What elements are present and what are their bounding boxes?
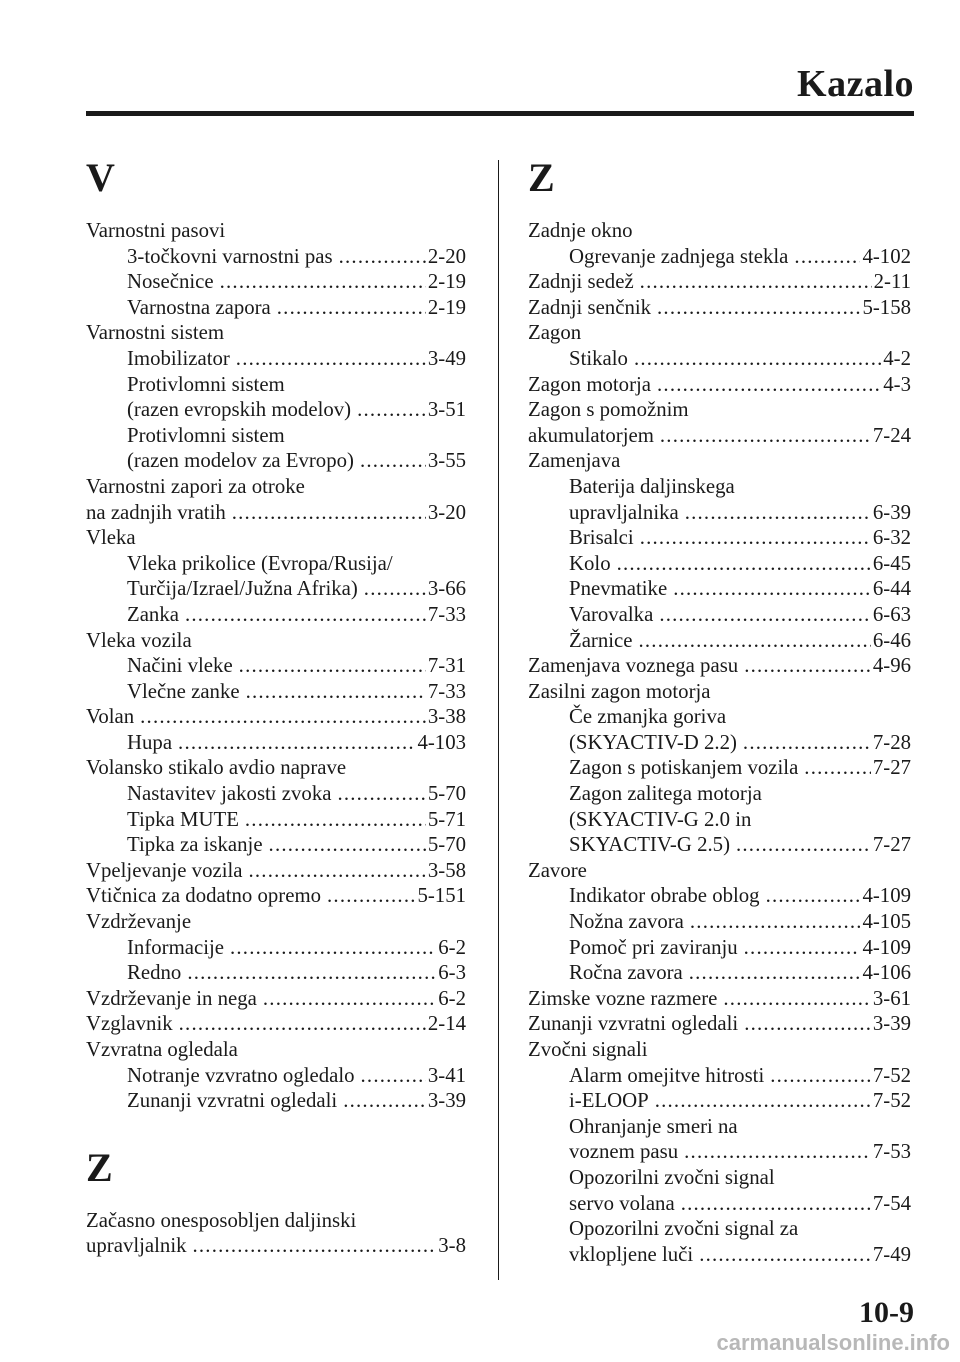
entry-page-ref: 2-11 — [873, 270, 911, 294]
index-subentry — [86, 1088, 466, 1114]
entry-page-ref: 7-33 — [427, 679, 466, 703]
index-entry — [86, 474, 466, 500]
entry-text: SKYACTIV-G 2.5) — [569, 833, 730, 857]
dot-leader — [736, 832, 871, 858]
entry-page-ref: 7-49 — [872, 1242, 911, 1266]
index-entry — [86, 628, 466, 654]
index-subentry — [86, 602, 466, 628]
entry-text: Tipka MUTE — [127, 807, 239, 831]
entry-page-ref: 7-27 — [872, 833, 911, 857]
entry-text: Zvočni signali — [528, 1038, 648, 1061]
entry-text: upravljalnika — [569, 500, 679, 524]
entry-page-ref: 3-20 — [427, 500, 466, 524]
entry-page-ref: 7-53 — [872, 1140, 911, 1164]
dot-leader — [689, 960, 861, 986]
dot-leader — [657, 372, 881, 398]
dot-leader — [744, 1011, 871, 1037]
index-entry — [528, 653, 911, 679]
index-subentry — [528, 525, 911, 551]
entry-text: Vleka prikolice (Evropa/Rusija/ — [127, 551, 393, 575]
entry-text: Volan — [86, 705, 135, 729]
entry-page-ref: 3-55 — [427, 449, 466, 473]
entry-text: Pnevmatike — [569, 577, 668, 601]
entry-text: Če zmanjka goriva — [569, 705, 727, 729]
dot-leader — [187, 960, 436, 986]
dot-leader — [743, 730, 871, 756]
entry-page-ref: 7-24 — [872, 423, 911, 447]
entry-text: Imobilizator — [127, 346, 230, 370]
index-entry — [86, 525, 466, 551]
entry-text: akumulatorjem — [528, 423, 654, 447]
dot-leader — [681, 1191, 871, 1217]
index-entry — [86, 1011, 466, 1037]
dot-leader — [794, 244, 860, 270]
entry-text: Turčija/Izrael/Južna Afrika) — [127, 577, 358, 601]
dot-leader — [699, 1242, 871, 1268]
entry-text: Zunanji vzvratni ogledali — [528, 1012, 739, 1036]
index-entry — [86, 1037, 466, 1063]
index-subentry — [528, 1191, 911, 1217]
entry-text: Kolo — [569, 551, 611, 575]
entry-page-ref: 2-19 — [427, 295, 466, 319]
dot-leader — [684, 1139, 871, 1165]
dot-leader — [744, 653, 871, 679]
dot-leader — [343, 1088, 426, 1114]
dot-leader — [263, 986, 436, 1012]
dot-leader — [660, 423, 871, 449]
index-subentry — [528, 935, 911, 961]
index-subentry — [86, 679, 466, 705]
entry-text: upravljalnik — [86, 1234, 187, 1258]
entry-text: Ročna zavora — [569, 961, 683, 985]
index-subentry — [528, 1216, 911, 1242]
entry-page-ref: 5-151 — [417, 884, 466, 908]
entry-text: Vlečne zanke — [127, 679, 240, 703]
entry-text: Zadnje okno — [528, 219, 633, 242]
index-subentry — [528, 1139, 911, 1165]
dot-leader — [640, 525, 871, 551]
entry-page-ref: 3-49 — [427, 346, 466, 370]
index-subentry — [86, 960, 466, 986]
entry-text: na zadnjih vratih — [86, 500, 226, 524]
index-subentry — [528, 474, 911, 500]
dot-leader — [140, 704, 426, 730]
entry-text: Zagon s potiskanjem vozila — [569, 756, 799, 780]
index-subentry — [86, 781, 466, 807]
entry-text: Zavore — [528, 858, 587, 882]
index-subentry — [86, 576, 466, 602]
entry-text: Varnostni zapori za otroke — [86, 474, 305, 498]
column-divider — [498, 160, 499, 1280]
entry-page-ref: 6-32 — [872, 526, 911, 550]
entry-page-ref: 4-102 — [862, 244, 911, 268]
entry-text: Zasilni zagon motorja — [528, 679, 711, 703]
dot-leader — [185, 602, 426, 628]
dot-leader — [179, 1011, 426, 1037]
index-entry — [528, 372, 911, 398]
entry-text: Zamenjava — [528, 449, 621, 473]
dot-leader — [269, 832, 426, 858]
entry-text: Nosečnice — [127, 270, 214, 294]
entry-page-ref: 3-41 — [427, 1063, 466, 1087]
entry-text: 3-točkovni varnostni pas — [127, 244, 333, 268]
entry-page-ref: 3-61 — [872, 986, 911, 1010]
entry-text: Varovalka — [569, 602, 654, 626]
entry-text: Opozorilni zvočni signal za — [569, 1217, 799, 1241]
dot-leader — [657, 295, 860, 321]
entry-page-ref: 2-19 — [427, 270, 466, 294]
entry-page-ref: 7-31 — [427, 654, 466, 678]
entry-text: Vzglavnik — [86, 1012, 173, 1036]
index-subentry — [86, 423, 466, 449]
entry-text: Zadnji sedež — [528, 270, 634, 294]
entry-text: Zadnji senčnik — [528, 295, 652, 319]
entry-page-ref: 3-51 — [427, 398, 466, 422]
dot-leader — [655, 1088, 871, 1114]
index-entry — [86, 986, 466, 1012]
index-entry — [86, 704, 466, 730]
entry-text: Začasno onesposobljen daljinski — [86, 1208, 357, 1232]
entry-page-ref: 4-3 — [883, 372, 911, 396]
entry-text: Vtičnica za dodatno opremo — [86, 884, 322, 908]
dot-leader — [685, 500, 871, 526]
index-subentry — [528, 730, 911, 756]
entry-page-ref: 3-66 — [427, 577, 466, 601]
index-subentry — [528, 602, 911, 628]
index-subentry — [86, 807, 466, 833]
entry-page-ref: 6-44 — [872, 577, 911, 601]
entry-page-ref: 6-46 — [872, 628, 911, 652]
entry-text: vklopljene luči — [569, 1242, 694, 1266]
entry-text: Vzvratna ogledala — [86, 1038, 238, 1061]
index-entry — [528, 858, 911, 884]
entry-text: Volansko stikalo avdio naprave — [86, 756, 347, 780]
index-column-left — [86, 150, 466, 1259]
entry-page-ref: 7-54 — [872, 1191, 911, 1215]
index-subentry — [528, 244, 911, 270]
entry-page-ref: 3-58 — [427, 858, 466, 882]
index-subentry — [86, 935, 466, 961]
dot-leader — [804, 755, 871, 781]
dot-leader — [249, 858, 426, 884]
index-subentry — [86, 372, 466, 398]
index-entry — [86, 218, 466, 244]
index-entry — [86, 858, 466, 884]
dot-leader — [230, 935, 436, 961]
header-rule — [86, 111, 914, 116]
entry-text: Indikator obrabe oblog — [569, 884, 760, 908]
index-entry — [86, 883, 466, 909]
entry-text: Vzdrževanje — [86, 910, 192, 934]
index-subentry — [86, 1063, 466, 1089]
dot-leader — [639, 628, 871, 654]
entry-text: Nožna zavora — [569, 910, 684, 934]
entry-page-ref: 5-70 — [427, 833, 466, 857]
index-subentry — [528, 628, 911, 654]
entry-text: Tipka za iskanje — [127, 833, 263, 857]
index-entry — [528, 986, 911, 1012]
index-column-right — [528, 150, 911, 1267]
index-subentry — [528, 807, 911, 833]
entry-text: Zimske vozne razmere — [528, 986, 718, 1010]
dot-leader — [673, 576, 871, 602]
index-entry — [528, 218, 911, 244]
entry-page-ref: 4-2 — [883, 346, 911, 370]
entry-text: Protivlomni sistem — [127, 372, 285, 396]
entry-page-ref: 4-109 — [862, 935, 911, 959]
entry-text: Brisalci — [569, 526, 634, 550]
index-entry — [86, 320, 466, 346]
entry-text: Hupa — [127, 730, 173, 754]
dot-leader — [690, 909, 861, 935]
index-subentry — [528, 755, 911, 781]
index-subentry — [528, 781, 911, 807]
index-entry — [528, 1037, 911, 1063]
index-entry — [528, 397, 911, 423]
entry-text: Zagon motorja — [528, 372, 652, 396]
entry-page-ref: 6-39 — [872, 500, 911, 524]
entry-text: Informacije — [127, 935, 224, 959]
index-subentry — [528, 960, 911, 986]
index-subentry — [528, 551, 911, 577]
entry-page-ref: 5-70 — [427, 782, 466, 806]
entry-page-ref: 4-103 — [417, 730, 466, 754]
index-subentry — [86, 346, 466, 372]
dot-leader — [364, 576, 426, 602]
index-entry — [86, 500, 466, 526]
entry-text: Vpeljevanje vozila — [86, 858, 243, 882]
index-entry — [528, 423, 911, 449]
index-subentry — [86, 551, 466, 577]
index-subentry — [528, 346, 911, 372]
entry-page-ref: 6-63 — [872, 602, 911, 626]
entry-text: (SKYACTIV-D 2.2) — [569, 730, 737, 754]
index-entry — [528, 269, 911, 295]
entry-page-ref: 4-96 — [872, 654, 911, 678]
index-subentry — [528, 1114, 911, 1140]
index-subentry — [528, 1088, 911, 1114]
index-entry — [528, 1011, 911, 1037]
dot-leader — [232, 500, 426, 526]
entry-page-ref: 7-52 — [872, 1089, 911, 1113]
entry-page-ref: 4-105 — [862, 910, 911, 934]
entry-page-ref: 7-28 — [872, 730, 911, 754]
dot-leader — [744, 935, 861, 961]
entry-page-ref: 4-109 — [862, 884, 911, 908]
dot-leader — [193, 1233, 437, 1259]
page-number: 10-9 — [859, 1296, 914, 1329]
entry-text: voznem pasu — [569, 1140, 679, 1164]
index-entry — [86, 1233, 466, 1259]
index-section-letter: V — [86, 155, 115, 200]
entry-text: Zamenjava voznega pasu — [528, 654, 739, 678]
entry-page-ref: 6-2 — [438, 986, 466, 1010]
entry-text: Varnostni sistem — [86, 321, 225, 345]
dot-leader — [640, 269, 872, 295]
entry-text: Vleka vozila — [86, 628, 192, 652]
index-subentry — [86, 295, 466, 321]
index-subentry — [528, 704, 911, 730]
index-subentry — [86, 448, 466, 474]
dot-leader — [236, 346, 426, 372]
entry-text: Varnostna zapora — [127, 295, 271, 319]
index-section-letter: Z — [528, 155, 555, 200]
dot-leader — [246, 679, 426, 705]
entry-text: Zagon s pomožnim — [528, 398, 689, 422]
entry-text: Zagon — [528, 321, 582, 345]
index-entry — [86, 755, 466, 781]
index-subentry — [528, 1242, 911, 1268]
index-entry — [528, 448, 911, 474]
entry-page-ref: 3-39 — [872, 1012, 911, 1036]
dot-leader — [339, 244, 426, 270]
entry-text: (SKYACTIV-G 2.0 in — [569, 807, 752, 831]
entry-text: Varnostni pasovi — [86, 219, 226, 242]
entry-page-ref: 6-45 — [872, 551, 911, 575]
entry-page-ref: 7-33 — [427, 602, 466, 626]
index-subentry — [86, 244, 466, 270]
entry-text: Notranje vzvratno ogledalo — [127, 1063, 355, 1087]
index-subentry — [86, 653, 466, 679]
page-header-title: Kazalo — [797, 63, 914, 105]
index-subentry — [528, 500, 911, 526]
entry-text: Vzdrževanje in nega — [86, 986, 257, 1010]
index-subentry — [86, 397, 466, 423]
dot-leader — [178, 730, 415, 756]
entry-text: (razen modelov za Evropo) — [127, 449, 354, 473]
dot-leader — [617, 551, 871, 577]
dot-leader — [770, 1063, 871, 1089]
entry-text: Zunanji vzvratni ogledali — [127, 1089, 338, 1113]
index-subentry — [528, 576, 911, 602]
entry-text: Protivlomni sistem — [127, 423, 285, 447]
index-subentry — [86, 730, 466, 756]
index-section-letter: Z — [86, 1144, 113, 1190]
entry-text: Vleka — [86, 526, 136, 550]
index-subentry — [528, 909, 911, 935]
entry-text: Ohranjanje smeri na — [569, 1114, 738, 1138]
entry-text: Zagon zalitega motorja — [569, 782, 762, 806]
entry-text: Baterija daljinskega — [569, 474, 735, 498]
entry-text: Nastavitev jakosti zvoka — [127, 782, 332, 806]
entry-page-ref: 6-3 — [438, 961, 466, 985]
dot-leader — [766, 883, 861, 909]
entry-text: servo volana — [569, 1191, 675, 1215]
index-entry — [528, 295, 911, 321]
dot-leader — [360, 448, 426, 474]
index-entry — [528, 320, 911, 346]
index-subentry — [528, 832, 911, 858]
entry-page-ref: 7-52 — [872, 1063, 911, 1087]
entry-text: i-ELOOP — [569, 1089, 649, 1113]
index-subentry — [86, 832, 466, 858]
entry-page-ref: 3-38 — [427, 705, 466, 729]
dot-leader — [277, 295, 426, 321]
index-subentry — [86, 269, 466, 295]
entry-text: Žarnice — [569, 628, 633, 652]
footer-watermark[interactable]: carmanualsonline.info — [716, 1330, 950, 1355]
entry-page-ref: 7-27 — [872, 756, 911, 780]
entry-page-ref: 3-8 — [438, 1234, 466, 1258]
dot-leader — [327, 883, 415, 909]
entry-text: (razen evropskih modelov) — [127, 398, 352, 422]
entry-page-ref: 2-20 — [427, 244, 466, 268]
entry-page-ref: 2-14 — [427, 1012, 466, 1036]
dot-leader — [357, 397, 426, 423]
entry-page-ref: 6-2 — [438, 935, 466, 959]
dot-leader — [659, 602, 871, 628]
index-entry — [86, 1208, 466, 1234]
entry-page-ref: 5-158 — [862, 295, 911, 319]
entry-text: Redno — [127, 961, 182, 985]
entry-text: Pomoč pri zaviranju — [569, 935, 738, 959]
dot-leader — [220, 269, 426, 295]
entry-page-ref: 3-39 — [427, 1089, 466, 1113]
dot-leader — [245, 807, 426, 833]
dot-leader — [634, 346, 881, 372]
entry-text: Zanka — [127, 602, 179, 626]
dot-leader — [337, 781, 425, 807]
index-subentry — [528, 1063, 911, 1089]
entry-text: Stikalo — [569, 346, 628, 370]
entry-text: Ogrevanje zadnjega stekla — [569, 244, 789, 268]
dot-leader — [239, 653, 426, 679]
index-subentry — [528, 883, 911, 909]
index-subentry — [528, 1165, 911, 1191]
entry-text: Alarm omejitve hitrosti — [569, 1063, 765, 1087]
dot-leader — [361, 1063, 426, 1089]
dot-leader — [723, 986, 870, 1012]
entry-text: Načini vleke — [127, 654, 233, 678]
entry-text: Opozorilni zvočni signal — [569, 1165, 775, 1189]
entry-page-ref: 4-106 — [862, 961, 911, 985]
index-entry — [86, 909, 466, 935]
index-entry — [528, 679, 911, 705]
entry-page-ref: 5-71 — [427, 807, 466, 831]
